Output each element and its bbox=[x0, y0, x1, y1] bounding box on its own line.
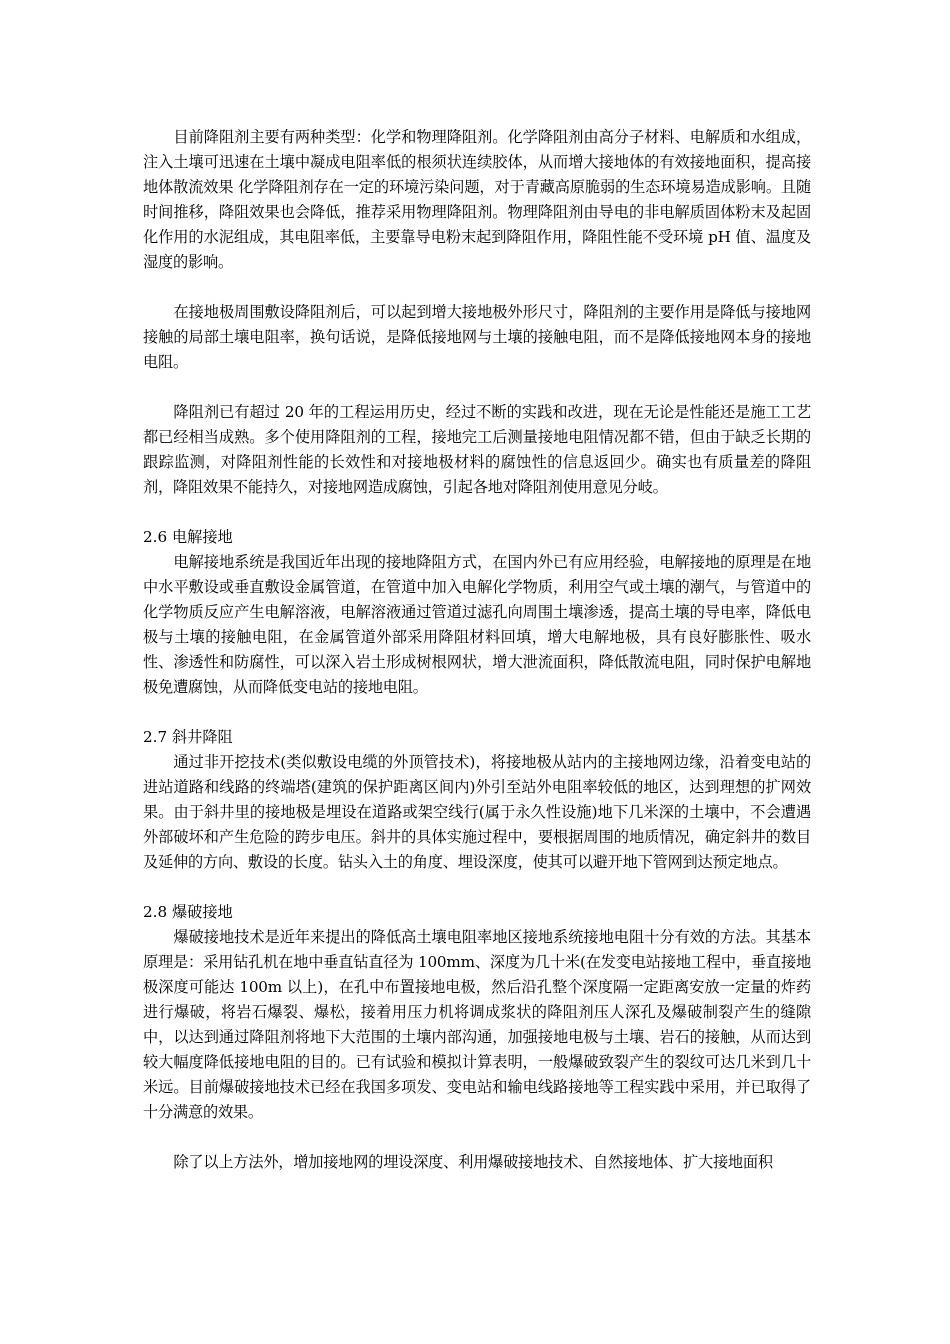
paragraph-gap bbox=[143, 875, 811, 900]
section-heading-2-8: 2.8 爆破接地 bbox=[143, 903, 233, 921]
document-body bbox=[143, 125, 811, 1175]
paragraph-reducer-history: 降阻剂已有超过 20 年的工程运用历史，经过不断的实践和改进，现在无论是性能还是施工工艺都已经相当成熟。多个使用降阻剂的工程，接地完工后测量接地电阻情况都不错，但由于缺乏长期的跟踪监测，对降阻剂性能的长效性和对接地极材料的腐蚀性的信息返回少。确实也有质量差的降阻剂，降阻效果不能持久，对接地网造成腐蚀，引起各地对降阻剂使用意见分岐。 bbox=[143, 403, 811, 496]
paragraph-other-methods: 除了以上方法外，增加接地网的埋设深度、利用爆破接地技术、自然接地体、扩大接地面积 bbox=[173, 1153, 773, 1171]
paragraph-gap bbox=[143, 1125, 811, 1150]
paragraph-electrolytic-grounding: 电解接地系统是我国近年出现的接地降阻方式，在国内外已有应用经验，电解接地的原理是在地中水平敷设或垂直敷设金属管道，在管道中加入电解化学物质，利用空气或土壤的潮气，与管道中的化学物质反应产生电解溶液，电解溶液通过管道过滤孔向周围土壤渗透，提高土壤的导电率，降低电极与土壤的接触电阻，在金属管道外部采用降阻材料回填，增大电解地极，具有良好膨胀性、吸水性、渗透性和防腐性，可以深入岩土形成树根网状，增大泄流面积，降低散流电阻，同时保护电解地极免遭腐蚀，从而降低变电站的接地电阻。 bbox=[143, 553, 811, 696]
paragraph-resistance-reducer-types: 目前降阻剂主要有两种类型：化学和物理降阻剂。化学降阻剂由高分子材料、电解质和水组成，注入土壤可迅速在土壤中凝成电阻率低的根须状连续胶体，从而增大接地体的有效接地面积，提高接地体散流效果 化学降阻剂存在一定的环境污染问题，对于青藏高原脆弱的生态环境易造成影响。且随时间推移，降阻效果也会降低，推荐采用物理降阻剂。物理降阻剂由导电的非电解质固体粉末及起固化作用的水泥组成，其电阻率低，主要靠导电粉末起到降阻作用，降阻性能不受环境 pH 值、温度及湿度的影响。 bbox=[143, 128, 811, 271]
paragraph-gap bbox=[143, 375, 811, 400]
paragraph-blasting-grounding: 爆破接地技术是近年来提出的降低高土壤电阻率地区接地系统接地电阻十分有效的方法。其基本原理是：采用钻孔机在地中垂直钻直径为 100mm、深度为几十米(在发变电站接地工程中，垂直接地极深度可能达 100m 以上)，在孔中布置接地电极，然后沿孔整个深度隔一定距离安放一定量的炸药进行爆破，将岩石爆裂、爆松，接着用压力机将调成浆状的降阻剂压人深孔及爆破制裂产生的缝隙中，以达到通过降阻剂将地下大范围的土壤内部沟通，加强接地电极与土壤、岩石的接触，从而达到较大幅度降低接地电阻的目的。已有试验和模拟计算表明，一般爆破致裂产生的裂纹可达几米到几十米远。目前爆破接地技术已经在我国多项发、变电站和输电线路接地等工程实践中采用，并已取得了十分满意的效果。 bbox=[143, 928, 811, 1121]
section-heading-2-6: 2.6 电解接地 bbox=[143, 528, 233, 546]
paragraph-inclined-well: 通过非开挖技术(类似敷设电缆的外顶管技术)，将接地极从站内的主接地网边缘，沿着变电站的进站道路和线路的终端塔(建筑的保护距离区间内)外引至站外电阻率较低的地区，达到理想的扩网效果。由于斜井里的接地极是埋设在道路或架空线行(属于永久性设施)地下几米深的土壤中，不会遭遇外部破坏和产生危险的跨步电压。斜井的具体实施过程中，要根据周围的地质情况，确定斜井的数目及延伸的方向、敷设的长度。钻头入土的角度、埋设深度，使其可以避开地下管网到达预定地点。 bbox=[143, 753, 811, 871]
paragraph-gap bbox=[143, 700, 811, 725]
paragraph-gap bbox=[143, 500, 811, 525]
paragraph-gap bbox=[143, 275, 811, 300]
section-heading-2-7: 2.7 斜井降阻 bbox=[143, 728, 233, 746]
paragraph-reducer-effect: 在接地极周围敷设降阻剂后，可以起到增大接地极外形尺寸，降阻剂的主要作用是降低与接地网接触的局部土壤电阻率，换句话说，是降低接地网与土壤的接触电阻，而不是降低接地网本身的接地电阻。 bbox=[143, 303, 811, 371]
